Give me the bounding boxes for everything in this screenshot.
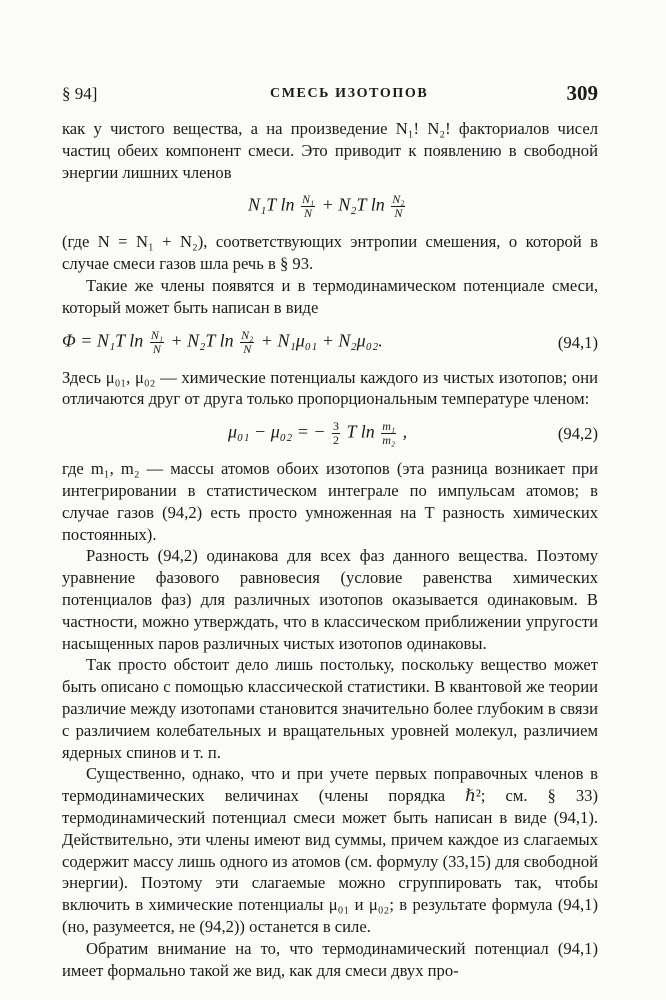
- paragraph-4: Здесь μ₀₁, μ₀₂ — химические потенциалы каждого из чистых изотопов; они отличаются друг от друга только пропорциональным температуре членом:: [62, 367, 598, 409]
- eq-term: N₁T ln: [248, 195, 295, 216]
- section-ref: § 94]: [62, 84, 98, 103]
- book-page: [62, 81, 598, 981]
- paragraph-2: (где N = N₁ + N₂), соответствующих энтропии смешения, о которой в случае смеси газов шла речь в § 93.: [62, 232, 598, 274]
- equation-94-2: [62, 410, 598, 458]
- fraction: $\frac{\text{N₂}}{N}$: [241, 327, 254, 356]
- paragraph-5: где m₁, m₂ — массы атомов обоих изотопов (эта разница возникает при интегрировании в статистическом интеграле по импульсам атомов; в случае газов (94,2) есть просто умноженная на T разность химических постоянных).: [62, 459, 598, 544]
- eq-term: + N₂T ln: [321, 195, 385, 216]
- page-number: 309: [566, 81, 598, 105]
- eq-term: + N₂T ln: [170, 330, 234, 351]
- paragraph-9: Обратим внимание на то, что термодинамический потенциал (94,1) имеет формально такой же вид, как для смеси двух про-: [62, 938, 598, 980]
- fraction: $\frac{\text{N₁}}{N}$: [150, 327, 163, 356]
- eq-rhs: + N₁μ₀₁ + N₂μ₀₂.: [260, 330, 383, 351]
- equation-number: (94,1): [557, 332, 598, 352]
- fraction: $\frac{\text{N₂}}{N}$: [392, 192, 405, 221]
- eq-lhs: μ₀₁ − μ₀₂ = −: [228, 421, 326, 442]
- equation-94-1: [62, 319, 598, 367]
- paragraph-8: Существенно, однако, что и при учете первых поправочных членов в термодинамических величинах (члены порядка ℏ²; см. § 33) термодинамический потенциал смеси может быть написан в виде (94,1). Действительно, эти члены имеют вид суммы, причем каждое из слагаемых содержит массу лишь одного из атомов (см. формулу (33,15) для свободной энергии). Поэтому эти слагаемые можно сгруппировать так, чтобы включить в химические потенциалы μ₀₁ и μ₀₂; в результате формула (94,1) (но, разумеется, не (94,2)) останется в силе.: [62, 764, 598, 936]
- fraction: $\frac{3}{2}$: [333, 419, 340, 448]
- equation-number: (94,2): [557, 424, 598, 444]
- paragraph-6: Разность (94,2) одинакова для всех фаз данного вещества. Поэтому уравнение фазового равновесия (условие равенства химических потенциалов фаз) для различных изотопов оказывается одинаковым. В частности, можно утверждать, что в классическом приближении упругости насыщенных паров различных чистых изотопов одинаковы.: [62, 546, 598, 653]
- eq-tail: ,: [402, 421, 408, 442]
- eq-term: T ln: [346, 421, 375, 442]
- chapter-title: СМЕСЬ ИЗОТОПОВ: [270, 86, 429, 101]
- paragraph-3: Такие же члены появятся и в термодинамическом потенциале смеси, который может быть написан в виде: [62, 275, 598, 317]
- running-header: [62, 81, 598, 110]
- fraction: $\frac{\text{N₁}}{N}$: [301, 192, 315, 221]
- paragraph-7: Так просто обстоит дело лишь постольку, поскольку вещество может быть описано с помощью классической статистики. В квантовой же теории различие между изотопами становится значительно более глубоким в связи с различием колебательных и вращательных уровней молекул, различием ядерных спинов и т. п.: [62, 655, 598, 762]
- paragraph-1: как у чистого вещества, а на произведение N₁! N₂! факториалов чисел частиц обеих компонент смеси. Это приводит к появлению в свободной энергии лишних членов: [62, 119, 598, 182]
- fraction: $\frac{\text{m₁}}{\text{m₂}}$: [382, 419, 396, 448]
- equation-free-energy: [62, 183, 598, 231]
- eq-lhs: Φ = N₁T ln: [62, 330, 144, 351]
